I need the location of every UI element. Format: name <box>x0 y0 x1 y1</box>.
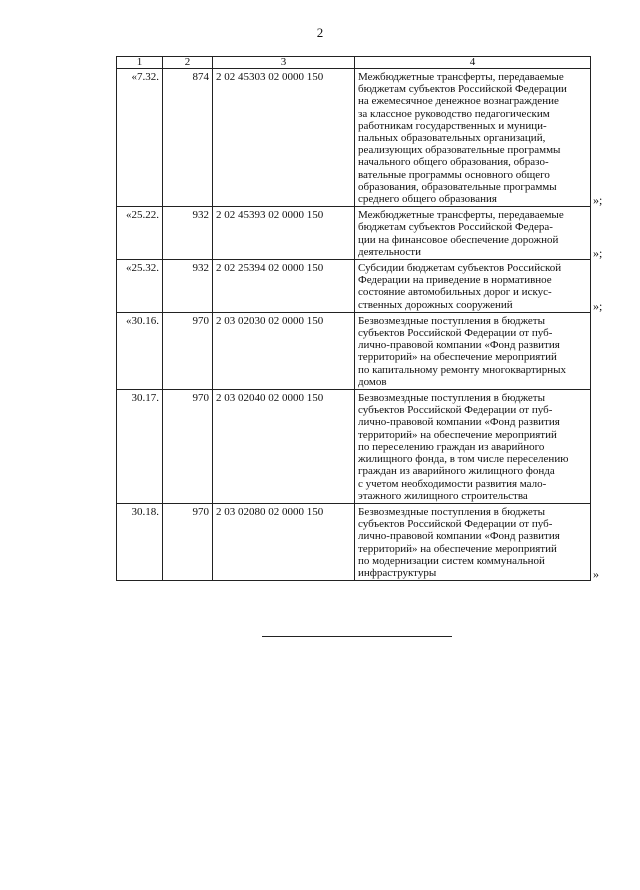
table-row <box>117 69 591 207</box>
revenue-code-cell: 2 02 45393 02 0000 150 <box>213 207 355 260</box>
description-line: Федерации на приведение в нормативное <box>358 274 552 287</box>
description-line: субъектов Российской Федерации от пуб- <box>358 518 553 531</box>
page-number: 2 <box>316 25 324 40</box>
table-row <box>117 312 591 389</box>
description-line: по модернизации систем коммунальной <box>358 554 545 567</box>
description-line: работникам государственных и муници- <box>358 119 547 132</box>
description-line: граждан из аварийного жилищного фонда <box>358 465 555 478</box>
table-row <box>117 207 591 260</box>
revenue-description-cell <box>355 312 591 389</box>
row-number-cell: «30.16. <box>117 312 163 389</box>
description-line: территорий» на обеспечение мероприятий <box>358 428 557 441</box>
description-line: образования, образовательные программы <box>358 180 557 193</box>
revenue-description-cell <box>355 503 599 581</box>
column-number-row <box>117 57 591 69</box>
revenue-code-cell: 2 03 02080 02 0000 150 <box>213 503 355 580</box>
row-number-cell: «25.32. <box>117 260 163 313</box>
administrator-code-cell: 874 <box>163 69 213 207</box>
row-number-cell: 30.18. <box>117 503 163 580</box>
description-line: ции на финансовое обеспечение дорожной <box>358 233 559 246</box>
table-row <box>117 260 591 313</box>
table-row <box>117 503 591 580</box>
description-line: вательные программы основного общего <box>358 168 550 181</box>
description-line: Межбюджетные трансферты, передаваемые <box>358 71 564 83</box>
closing-quote-mark: »; <box>593 298 603 313</box>
description-line: бюджетам субъектов Российской Федерации <box>358 83 567 96</box>
revenue-description-cell <box>355 207 603 260</box>
column-header-1: 1 <box>117 57 163 69</box>
description-line: на ежемесячное денежное вознаграждение <box>358 95 559 108</box>
revenue-code-cell: 2 03 02040 02 0000 150 <box>213 390 355 504</box>
revenue-description-cell <box>355 390 591 504</box>
description-line: Безвозмездные поступления в бюджеты <box>358 392 545 405</box>
revenue-code-cell: 2 02 45303 02 0000 150 <box>213 69 355 207</box>
column-header-4: 4 <box>355 57 591 69</box>
description-line: лично-правовой компании «Фонд развития <box>358 416 560 429</box>
closing-quote-mark: »; <box>593 245 603 260</box>
closing-quote-mark: »; <box>593 193 603 208</box>
description-line: жилищного фонда, в том числе переселению <box>358 453 569 466</box>
revenue-description-cell <box>355 69 603 208</box>
administrator-code-cell: 932 <box>163 207 213 260</box>
description-line: субъектов Российской Федерации от пуб- <box>358 327 553 340</box>
row-number-cell: «7.32. <box>117 69 163 207</box>
description-line: инфраструктуры <box>358 566 437 579</box>
description-line: деятельности <box>358 245 421 258</box>
revenue-code-cell: 2 02 25394 02 0000 150 <box>213 260 355 313</box>
description-line: пальных образовательных организаций, <box>358 132 546 145</box>
table-row <box>117 390 591 504</box>
description-line: бюджетам субъектов Российской Федера- <box>358 221 553 234</box>
description-line: территорий» на обеспечение мероприятий <box>358 351 557 364</box>
description-line: лично-правовой компании «Фонд развития <box>358 530 560 543</box>
description-line: лично-правовой компании «Фонд развития <box>358 339 560 352</box>
administrator-code-cell: 932 <box>163 260 213 313</box>
administrator-code-cell: 970 <box>163 312 213 389</box>
description-line: Межбюджетные трансферты, передаваемые <box>358 209 564 222</box>
description-line: среднего общего образования <box>358 193 497 206</box>
description-line: домов <box>358 375 387 388</box>
end-of-document-rule <box>262 636 452 637</box>
column-header-2: 2 <box>163 57 213 69</box>
revenue-code-cell: 2 03 02030 02 0000 150 <box>213 312 355 389</box>
administrator-code-cell: 970 <box>163 390 213 504</box>
description-line: этажного жилищного строительства <box>358 489 528 502</box>
column-header-3: 3 <box>213 57 355 69</box>
description-line: состояние автомобильных дорог и искус- <box>358 286 552 299</box>
description-line: ственных дорожных сооружений <box>358 298 513 311</box>
table-body <box>117 69 603 581</box>
description-line: территорий» на обеспечение мероприятий <box>358 542 557 555</box>
row-number-cell: 30.17. <box>117 390 163 504</box>
administrator-code-cell: 970 <box>163 503 213 580</box>
description-line: с учетом необходимости развития мало- <box>358 477 547 490</box>
description-line: за классное руководство педагогическим <box>358 107 550 120</box>
description-line: Субсидии бюджетам субъектов Российской <box>358 262 562 275</box>
description-line: по капитальному ремонту многоквартирных <box>358 363 566 376</box>
description-line: Безвозмездные поступления в бюджеты <box>358 505 545 518</box>
description-line: Безвозмездные поступления в бюджеты <box>358 314 545 327</box>
description-line: по переселению граждан из аварийного <box>358 440 545 453</box>
budget-classification-table <box>116 56 603 581</box>
revenue-description-cell <box>355 260 603 313</box>
description-line: реализующих образовательные программы <box>358 144 561 157</box>
description-line: начального общего образования, образо- <box>358 156 549 169</box>
description-line: субъектов Российской Федерации от пуб- <box>358 404 553 417</box>
closing-quote-mark: » <box>593 566 599 581</box>
row-number-cell: «25.22. <box>117 207 163 260</box>
